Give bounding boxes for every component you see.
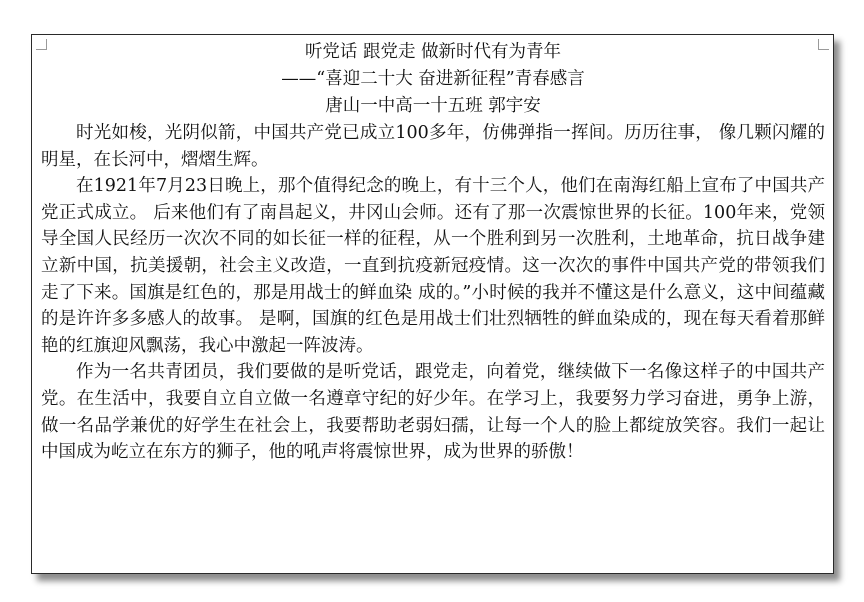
document-page — [31, 34, 834, 574]
paragraph: 在1921年7月23日晚上，那个值得纪念的晚上，有十三个人，他们在南海红船上宣布了中国共产党正式成立。 后来他们有了南昌起义，井冈山会师。还有了那一次震惊世界的长征。100年来，党领导全国人民经历一次次不同的如长征一样的征程，从一个胜利到另一次胜利，土地革命，抗日战争建立新中国，抗美援朝，社会主义改造，一直到抗疫新冠疫情。这一次次的事件中国共产党的带领我们走了下来。国旗是红色的，那是用战士的鲜血染 成的。”小时候的我并不懂这是什么意义，这中间蕴藏的是许许多多感人的故事。 是啊，国旗的红色是用战士们壮烈牺牲的鲜血染成的，现在每天看着那鲜艳的红旗迎风飘荡，我心中激起一阵波涛。 — [41, 176, 825, 356]
paragraph: 时光如梭，光阴似箭，中国共产党已成立100多年，仿佛弹指一挥间。历历往事， 像几颗闪耀的明星，在长河中，熠熠生辉。 — [41, 123, 825, 170]
paragraph: 作为一名共青团员，我们要做的是听党话，跟党走，向着党，继续做下一名像这样子的中国共产党。在生活中，我要自立自立做一名遵章守纪的好少年。在学习上，我要努力学习奋进，勇争上游，做一名品学兼优的好学生在社会上，我要帮助老弱妇孺，让每一个人的脸上都绽放笑容。我们一起让中国成为屹立在东方的狮子，他的吼声将震惊世界，成为世界的骄傲！ — [41, 362, 825, 463]
document-content — [41, 39, 825, 466]
document-title: 听党话 跟党走 做新时代有为青年 — [304, 42, 562, 62]
document-subtitle: ——“喜迎二十大 奋进新征程”青春感言 — [281, 69, 585, 89]
author-line: 唐山一中高一十五班 郭宇安 — [325, 96, 541, 116]
